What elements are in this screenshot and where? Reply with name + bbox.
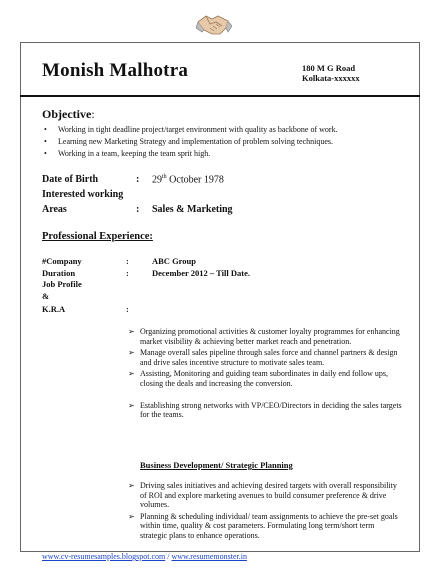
dob-suffix: th: [162, 174, 167, 180]
objective-heading: [42, 107, 95, 122]
footer-links: [42, 552, 247, 561]
arrow-bullet-icon: ➢: [128, 327, 135, 336]
responsibility-item: [128, 327, 403, 346]
objective-heading-text: Objective: [42, 107, 92, 121]
business-development-heading: Business Development/ Strategic Planning: [140, 460, 293, 470]
interested-label: Interested working: [42, 189, 124, 200]
responsibility-text: Assisting, Monitoring and guiding team subordinates in daily end follow ups, closing the deals and increasing the conversion.: [140, 369, 388, 388]
address-line-street: 180 M G Road: [302, 63, 356, 73]
duration-label: Duration: [42, 268, 76, 278]
duration-value: December 2012 – Till Date.: [152, 268, 250, 278]
arrow-bullet-icon: ➢: [128, 348, 135, 358]
objective-item: • Working in tight deadline project/target environment with quality as backbone of work.: [42, 124, 338, 136]
areas-colon: :: [136, 204, 140, 215]
areas-value: Sales & Marketing: [152, 204, 233, 215]
responsibility-item: [128, 369, 403, 388]
job-profile-label-line2: &: [42, 291, 50, 301]
responsibilities-list: [128, 327, 403, 422]
header-divider: [20, 95, 420, 97]
dob-rest: October 1978: [166, 174, 224, 186]
arrow-bullet-icon: ➢: [128, 400, 135, 410]
dob-value: [152, 174, 224, 185]
dob-colon: :: [136, 174, 140, 185]
company-value: ABC Group: [152, 256, 197, 266]
address-line-city: Kolkata-xxxxxx: [302, 73, 360, 83]
address: [302, 63, 360, 83]
company-colon: :: [126, 256, 129, 266]
objective-item: • Working in a team, keeping the team sprit high.: [42, 148, 338, 160]
arrow-bullet-icon: ➢: [128, 511, 135, 521]
footer-link-cv-resumesamples[interactable]: www.cv-resumesamples.blogspot.com: [42, 552, 166, 561]
duration-colon: :: [126, 268, 129, 278]
business-development-list: [128, 481, 403, 543]
footer-separator: /: [165, 552, 172, 561]
responsibility-item: [128, 348, 403, 367]
bd-item: [128, 512, 403, 541]
arrow-bullet-icon: ➢: [128, 481, 135, 490]
responsibility-text: Manage overall sales pipeline through sales force and channel partners & design and drive sales incentive structure to motivate sales team.: [140, 348, 398, 367]
dob-label: Date of Birth: [42, 174, 99, 185]
company-label: #Company: [42, 256, 82, 266]
objective-list: [42, 124, 338, 160]
objective-heading-colon: :: [91, 107, 95, 121]
handshake-icon: [196, 10, 232, 38]
responsibility-text: Organizing promotional activities & customer loyalty programmes for enhancing market visibility & achieving better market reach and penetration.: [140, 327, 400, 346]
bd-text: Driving sales initiatives and achieving desired targets with overall responsibility of ROI and explore marketing avenues to build consumer preference & drive volumes.: [140, 481, 397, 510]
responsibility-text: Establishing strong networks with VP/CEO/Directors in deciding the sales targets for the teams.: [140, 400, 402, 420]
areas-label: Areas: [42, 204, 67, 215]
footer-link-resumemonster[interactable]: www.resumemonster.in: [171, 552, 247, 561]
objective-item: • Learning new Marketing Strategy and implementation of problem solving techniques.: [42, 136, 338, 148]
job-profile-label-line1: Job Profile: [42, 279, 82, 289]
bd-text: Planning & scheduling individual/ team assignments to achieve the pre-set goals within time, quality & cost parameters. Formulating long term/short term strategic plans to enhance operations.: [140, 511, 398, 540]
bd-item: [128, 481, 403, 510]
candidate-name: Monish Malhotra: [42, 60, 189, 81]
arrow-bullet-icon: ➢: [128, 369, 135, 379]
responsibility-item: [128, 401, 403, 420]
job-profile-colon: :: [126, 304, 129, 314]
professional-experience-heading: Professional Experience:: [42, 231, 153, 242]
dob-day: 29: [152, 174, 162, 186]
job-profile-label-line3: K.R.A: [42, 304, 66, 314]
